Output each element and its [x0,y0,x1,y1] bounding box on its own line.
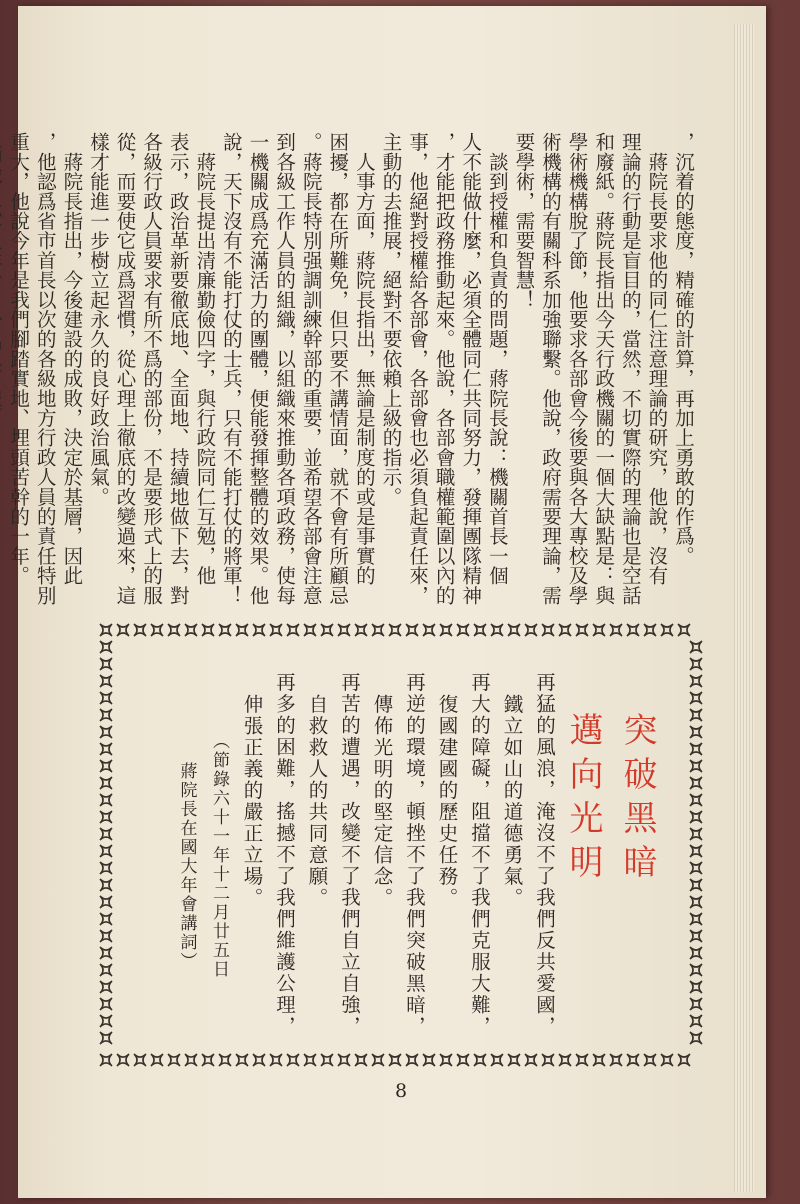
body-column: 蔣院長指出，今後建設的成敗，決定於基層，因此 [60,132,84,586]
body-column: 和廢紙。蔣院長指出今天行政機關的一個大缺點是：與 [592,132,616,605]
box-title-line1: 突破黑暗 [617,712,657,888]
poem-line: 鐵立如山的道德勇氣。 [500,694,524,909]
poem-line: 再大的障礙，阻擋不了我們克服大難， [468,672,491,1038]
body-column: 說，天下沒有不能打仗的士兵，只有不能打仗的將軍！ [219,132,243,605]
box-poem [140,672,560,1038]
poem-note-source: 蔣院長在國大年會講詞） [176,762,197,971]
poem-line: 再苦的遭遇，改變不了我們自立自強， [338,672,361,1038]
body-column: 人不能做什麼，必須全體同仁共同努力，發揮團隊精神 [459,132,483,605]
box-title [556,712,664,962]
body-column: 主動的去推展，絕對不要依賴上級的指示。 [379,132,403,507]
poem-line: 自救救人的共同意願。 [305,694,329,909]
body-column: 從，而要使它成爲習慣，從心理上徹底的改變過來，這 [113,132,137,605]
body-column: 學術機構脫了節，他要求各部會今後要與各大專校及學 [565,132,589,605]
body-column: 人事方面，蔣院長指出，無論是制度的或是事實的 [352,132,376,586]
body-column: ，沉着的態度，精確的計算，再加上勇敢的作爲。 [672,132,695,566]
body-column: 樣才能進一步樹立起永久的良好政治風氣。 [86,132,110,507]
body-column: 各級行政人員要求有所不爲的部份，不是要形式上的服 [140,132,164,605]
poem-note-date: （節錄六十一年十二月廿五日 [209,732,229,979]
poem-line: 傳佈光明的堅定信念。 [370,694,394,909]
body-column: 理論的行動是盲目的，當然，不切實際的理論也是空話 [618,132,642,605]
poem-line: 再多的困難，搖撼不了我們維護公理， [273,672,296,1038]
body-column: ，才能把政務推動起來。他說，各部會職權範圍以內的 [432,132,456,605]
article-body [7,132,696,605]
body-column: 蔣院長要求他的同仁注意理論的研究，他說，沒有 [645,132,669,586]
body-column: 蔣院長提出清廉勤儉四字，與行政院同仁互勉，他 [193,132,217,586]
body-column: 要學術，需要智慧！ [512,132,536,310]
body-column: 。蔣院長特別强調訓練幹部的重要，並希望各部會注意 [299,132,323,605]
body-column: 困擾，都在所難免，但只要不講情面，就不會有所顧忌 [326,132,350,605]
poem-line: 伸張正義的嚴正立場。 [240,694,264,909]
body-column: 一機關成爲充滿活力的團體，便能發揮整體的效果。他 [246,132,270,605]
body-column: ，他認爲省市首長以次的各級地方行政人員的責任特別 [33,132,57,605]
box-title-line2: 邁向光明 [563,712,603,888]
body-column: 事，他絕對授權給各部會，各部會也必須負起責任來， [406,132,430,605]
body-column: 表示，政治革新要徹底地、全面地、持續地做下去，對 [166,132,190,605]
poem-line: 再逆的環境，頓挫不了我們突破黑暗， [403,672,426,1038]
poem-line: 再猛的風浪，淹沒不了我們反共愛國， [533,672,556,1038]
body-column: 重大，他說今年是我們腳踏實地、埋頭苦幹的一年。 [7,132,31,586]
page-edges [734,24,754,1192]
body-column: 談到授權和負責的問題，蔣院長說：機關首長一個 [485,132,509,586]
body-column: 術機構的有關科系加強聯繫。他說，政府需要理論，需 [539,132,563,605]
poem-line: 復國建國的歷史任務。 [435,694,459,909]
article-source [0,132,5,592]
body-column: 到各級工作人員的組織，以組織來推動各項政務，使每 [273,132,297,605]
page-number: 8 [394,1080,408,1102]
